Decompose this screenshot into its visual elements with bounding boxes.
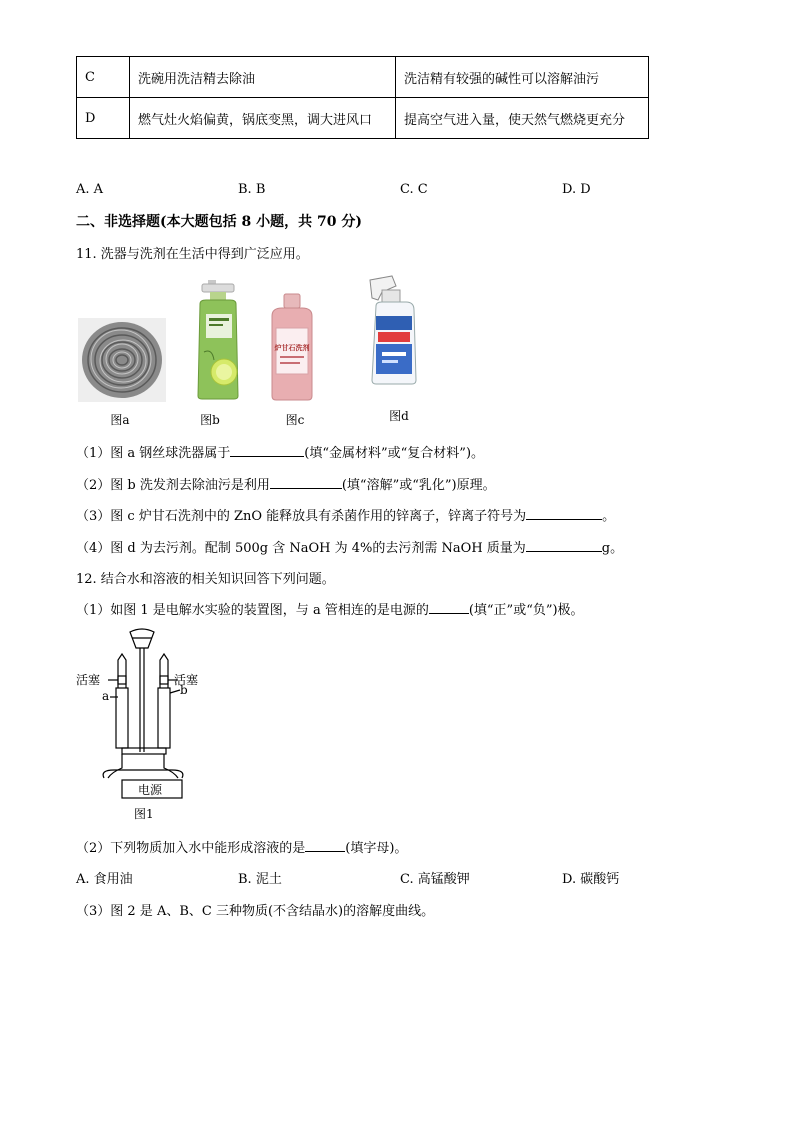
left-valve-label: 活塞 xyxy=(76,673,101,687)
tube-b-label: b xyxy=(180,683,188,697)
shampoo-bottle-image xyxy=(190,278,246,400)
choice-a: A. A xyxy=(76,182,104,197)
answer-blank[interactable] xyxy=(526,518,602,520)
row-explanation: 提高空气进入量，使天然气燃烧更充分 xyxy=(396,98,649,139)
steel-wool-image xyxy=(78,318,166,402)
calamine-bottle-image xyxy=(264,292,320,402)
q11-item-1: （1）图 a 钢丝球洗器属于 (填“金属材料”或“复合材料”)。 xyxy=(76,446,485,461)
caption-fig-a: 图a xyxy=(110,413,130,427)
item2-choice-c: C. 高锰酸钾 xyxy=(400,872,470,887)
table-row xyxy=(77,57,649,98)
q12-item-1: （1）如图 1 是电解水实验的装置图，与 a 管相连的是电源的 (填“正”或“负”)极。 xyxy=(76,603,584,618)
q12-stem: 12. 结合水和溶液的相关知识回答下列问题。 xyxy=(76,572,335,587)
item2-choice-d: D. 碳酸钙 xyxy=(562,872,620,887)
section-heading: 二、非选择题(本大题包括 8 小题，共 70 分) xyxy=(76,214,362,230)
q11-item-3: （3）图 c 炉甘石洗剂中的 ZnO 能释放具有杀菌作用的锌离子，锌离子符号为 。 xyxy=(76,509,616,524)
answer-blank[interactable] xyxy=(526,550,602,552)
item2-choice-b: B. 泥土 xyxy=(238,872,282,887)
options-table xyxy=(76,56,649,139)
figure-1-caption: 图1 xyxy=(134,807,154,821)
bottle-c-label: 炉甘石洗剂 xyxy=(274,344,310,352)
row-practice: 洗碗用洗洁精去除油 xyxy=(130,57,396,98)
row-letter: C xyxy=(77,57,130,98)
power-supply-label: 电源 xyxy=(138,783,163,797)
spray-bottle-image xyxy=(362,272,426,386)
caption-fig-d: 图d xyxy=(389,409,409,423)
row-practice: 燃气灶火焰偏黄，锅底变黑，调大进风口 xyxy=(130,98,396,139)
choice-b: B. B xyxy=(238,182,266,197)
choice-d: D. D xyxy=(562,182,591,197)
tube-a-label: a xyxy=(102,689,110,703)
q11-stem: 11. 洗器与洗剂在生活中得到广泛应用。 xyxy=(76,247,309,262)
table-row xyxy=(77,98,649,139)
row-explanation: 洗洁精有较强的碱性可以溶解油污 xyxy=(396,57,649,98)
q11-item-4: （4）图 d 为去污剂。配制 500g 含 NaOH 为 4%的去污剂需 NaOH 质量为 g。 xyxy=(76,541,624,556)
q12-item-3: （3）图 2 是 A、B、C 三种物质(不含结晶水)的溶解度曲线。 xyxy=(76,904,435,919)
answer-blank[interactable] xyxy=(270,487,342,489)
answer-blank[interactable] xyxy=(305,850,345,852)
choice-c: C. C xyxy=(400,182,428,197)
electrolysis-diagram xyxy=(70,624,210,824)
item2-choice-a: A. 食用油 xyxy=(76,872,133,887)
answer-blank[interactable] xyxy=(230,455,304,457)
answer-blank[interactable] xyxy=(429,612,469,614)
caption-fig-c: 图c xyxy=(285,413,305,427)
q11-item-2: （2）图 b 洗发剂去除油污是利用 (填“溶解”或“乳化”)原理。 xyxy=(76,478,496,493)
row-letter: D xyxy=(77,98,130,139)
caption-fig-b: 图b xyxy=(200,413,220,427)
q12-item-2: （2）下列物质加入水中能形成溶液的是 (填字母)。 xyxy=(76,841,408,856)
right-valve-label: 活塞 xyxy=(174,673,199,687)
